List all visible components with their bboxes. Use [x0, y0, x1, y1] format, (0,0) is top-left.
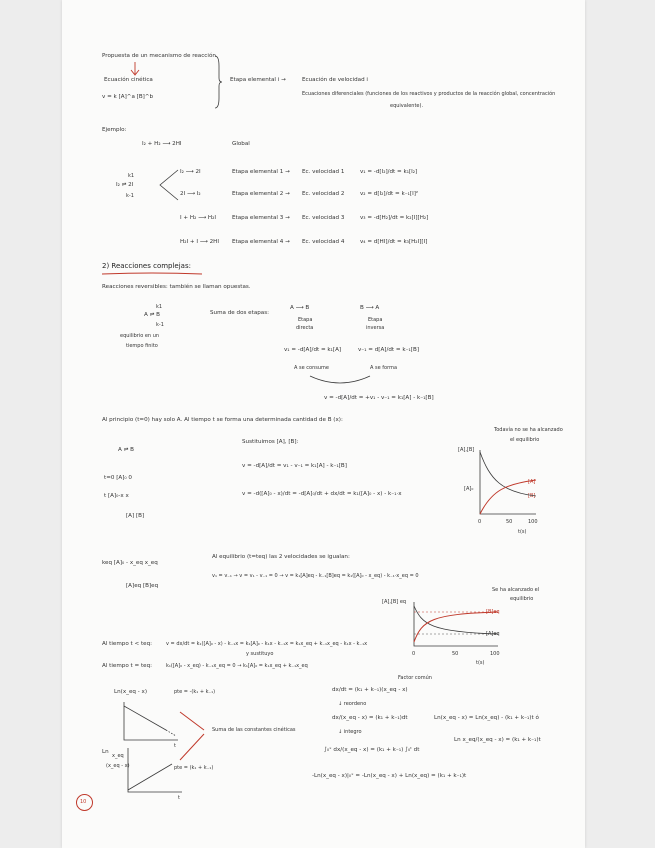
inverse-label-2: inversa — [366, 325, 385, 331]
down-arrow-icon — [130, 62, 140, 76]
int-line-5: ∫₀ˣ dx/(x_eq - x) = (k₁ + k₋₁) ∫₀ᵗ dt — [324, 747, 420, 753]
sustituyo-note: y sustituyo — [246, 651, 274, 657]
graph2-aeq: [A]eq — [486, 631, 500, 637]
step-velocity: Ec. velocidad 4 — [302, 239, 345, 245]
g2-plot — [128, 748, 182, 794]
intro-rate-desc-2: equivalente). — [390, 103, 424, 109]
direct-step: A ⟶ B — [290, 305, 310, 311]
g1-axis-t: t — [174, 743, 176, 749]
graph1-curve-b — [480, 480, 536, 514]
intro-rate-desc-1: Ecuaciones diferenciales (funciones de los reactivos y productos de la reacción global, concentración — [302, 91, 556, 97]
kin-eq: A ⇌ B — [118, 447, 134, 453]
graph2-plot — [414, 602, 498, 648]
g1-line — [124, 706, 166, 730]
step-expression: v₁ = -d[I₂]/dt = k₁[I₂] — [360, 169, 418, 175]
graph2-curve-a — [414, 606, 498, 634]
step-expression: v₄ = d[HI]/dt = k₃[H₂I][I] — [360, 239, 428, 245]
step-velocity: Ec. velocidad 3 — [302, 215, 345, 221]
kin-t-sub: [A] [B] — [126, 513, 145, 519]
graph2-tick-100: 100 — [490, 651, 500, 657]
two-steps: Suma de dos etapas: — [210, 310, 270, 316]
intro-line-2: Ecuación cinética — [104, 77, 153, 83]
g2-y-1: Ln — [102, 749, 109, 755]
int-line-6: -Ln(x_eq - x)|₀ˣ = -Ln(x_eq - x) + Ln(x_eq) = (k₁ + k₋₁)t — [312, 773, 467, 779]
graph1-note-2: el equilibrio — [510, 437, 540, 443]
equilibrium-note-2: tiempo finito — [126, 343, 158, 349]
page-number-circle — [76, 794, 93, 811]
g2-line — [128, 764, 172, 790]
g2-axis-t: t — [178, 795, 180, 801]
eq-condition: v₁ = v₋₁ → v = v₁ - v₋₁ = 0 → v = k₁[A]eq - k₋₁[B]eq = k₁([A]₀ - x_eq) - k₋₁·x_eq = 0 — [212, 573, 419, 579]
step-velocity: Ec. velocidad 1 — [302, 169, 345, 175]
v1-expr: v₁ = -d[A]/dt = k₁[A] — [284, 347, 342, 353]
notebook-page — [62, 0, 585, 848]
step-velocity: Ec. velocidad 2 — [302, 191, 345, 197]
section-title: 2) Reacciones complejas: — [102, 262, 191, 270]
graph1-note-1: Todavía no se ha alcanzado — [494, 427, 563, 433]
int-line-3: dx/(x_eq - x) = (k₁ + k₋₁)dt — [332, 715, 408, 721]
at-time-eq: v = dx/dt = k₁([A]₀ - x) - k₋₁x = k₁[A]₀ - k₁x - k₋₁x = k₁x_eq + k₋₁x_eq - k₁x - k₋₁x — [166, 641, 368, 647]
example-k1: k1 — [128, 173, 135, 179]
kinetics-intro: Al principio (t=0) hay solo A. Al tiempo t se forma una determinada cantidad de B (x): — [102, 417, 343, 423]
intro-line-1: Propuesta de un mecanismo de reacción — [102, 53, 216, 59]
example-global-eq: I₂ + H₂ ⟶ 2HI — [142, 141, 182, 147]
graph2-note-1: Se ha alcanzado el — [492, 587, 540, 593]
direct-label-2: directa — [296, 325, 314, 331]
equilibrium-note-1: equilibrio en un — [120, 333, 160, 339]
g2-slope: pte = (k₁ + k₋₁) — [174, 765, 214, 771]
g1-slope: pte = -(k₁ + k₋₁) — [174, 689, 216, 695]
factor-note: Factor común — [398, 675, 432, 681]
kin-t: t [A]₀-x x — [104, 493, 129, 499]
at-teq-label: Al tiempo t = teq: — [102, 663, 153, 669]
v2-note: A se forma — [370, 365, 398, 371]
intro-line-3: v = k [A]^a [B]^b — [102, 94, 154, 100]
step-expression: v₂ = d[I₂]/dt = k₋₁[I]² — [360, 191, 419, 197]
graph1-tick-0: 0 — [478, 519, 482, 525]
step-label: Etapa elemental 1 → — [232, 169, 290, 175]
step-eq: H₂I + I ⟶ 2HI — [180, 239, 219, 245]
section-bullet: Reacciones reversibles: también se llaman opuestas. — [102, 284, 251, 290]
inverse-step: B ⟶ A — [360, 305, 380, 311]
example-left-eq: I₂ ⇌ 2I — [116, 182, 134, 188]
graph2-tick-50: 50 — [452, 651, 459, 657]
rev-km1: k-1 — [156, 322, 164, 328]
g1-plot — [124, 702, 178, 742]
subst-line-1: v = -d[A]/dt = v₁ - v₋₁ = k₁[A] - k₋₁[B] — [242, 463, 347, 469]
example-label: Ejemplo: — [102, 127, 127, 133]
graph1-x-label: t(s) — [518, 529, 527, 535]
step-label: Etapa elemental 4 → — [232, 239, 290, 245]
example-global-label: Global — [232, 141, 250, 147]
graph1-tick-50: 50 — [506, 519, 513, 525]
int-line-1: dx/dt = (k₁ + k₋₁)(x_eq - x) — [332, 687, 408, 693]
eq-text: Al equilibrio (t=teq) las 2 velocidades se igualan: — [212, 554, 350, 560]
graph1-a-legend: [A] — [528, 479, 536, 485]
title-underline — [102, 272, 202, 276]
sum-label: Suma de las constantes cinéticas — [212, 727, 296, 733]
intro-step: Etapa elemental i → — [230, 77, 286, 83]
graph1-tick-100: 100 — [528, 519, 538, 525]
red-arrows-icon — [180, 700, 234, 744]
step-eq: I + H₂ ⟶ H₂I — [180, 215, 217, 221]
graph1-a0: [A]₀ — [464, 486, 474, 492]
int-result-1: Ln(x_eq - x) = Ln(x_eq) - (k₁ + k₋₁)t ó — [434, 715, 539, 721]
step-eq: I₂ ⟶ 2I — [180, 169, 201, 175]
int-line-4: ↓ integro — [338, 729, 362, 735]
graph2-beq: [B]eq — [486, 609, 500, 615]
int-result-2: Ln x_eq/(x_eq - x) = (k₁ + k₋₁)t — [454, 737, 541, 743]
direct-label-1: Etapa — [298, 317, 313, 323]
step-eq: 2I ⟶ I₂ — [180, 191, 201, 197]
g2-y-3: (x_eq - x) — [106, 763, 130, 769]
graph1-b-legend: [B] — [528, 493, 536, 499]
kin-t0: t=0 [A]₀ 0 — [104, 475, 132, 481]
v2-expr: v₋₁ = d[A]/dt = k₋₁[B] — [358, 347, 419, 353]
rev-k1: k1 — [156, 304, 163, 310]
keq-line: keq [A]₀ - x_eq x_eq — [102, 560, 158, 566]
step-expression: v₃ = -d[H₂]/dt = k₂[I][H₂] — [360, 215, 429, 221]
keq-sub: [A]eq [B]eq — [126, 583, 159, 589]
v-net-expr: v = -d[A]/dt = +v₁ - v₋₁ = k₁[A] - k₋₁[B] — [324, 395, 434, 401]
graph2-y-label: [A],[B] eq — [382, 599, 407, 605]
inverse-label-1: Etapa — [368, 317, 383, 323]
merge-arrows-icon — [310, 376, 370, 388]
page-number: 10 — [80, 799, 87, 805]
intro-rate-eq: Ecuación de velocidad i — [302, 77, 368, 83]
g2-y-2: x_eq — [112, 753, 124, 759]
step-label: Etapa elemental 3 → — [232, 215, 290, 221]
step-label: Etapa elemental 2 → — [232, 191, 290, 197]
graph2-tick-0: 0 — [412, 651, 416, 657]
subst-label: Sustituimos [A], [B]: — [242, 439, 299, 445]
graph2-note-2: equilibrio — [510, 596, 534, 602]
graph1-axes — [480, 450, 536, 514]
at-time-label: Al tiempo t < teq: — [102, 641, 153, 647]
int-line-2: ↓ reordeno — [338, 701, 367, 707]
split-arrow-icon — [158, 170, 180, 200]
graph1-y-label: [A],[B] — [458, 447, 475, 453]
at-teq-eq: k₁([A]₀ - x_eq) - k₋₁x_eq = 0 → k₁[A]₀ = k₁x_eq + k₋₁x_eq — [166, 663, 308, 669]
v1-note: A se consume — [294, 365, 329, 371]
brace-icon — [214, 56, 222, 108]
g1-y-label: Ln(x_eq - x) — [114, 689, 148, 695]
subst-line-2: v = -d([A]₀ - x)/dt = -d[A]₀/dt + dx/dt = k₁([A]₀ - x) - k₋₁·x — [242, 491, 402, 497]
graph1-plot — [480, 450, 536, 516]
rev-eq: A ⇌ B — [144, 312, 160, 318]
graph1-curve-a — [480, 452, 536, 496]
graph2-x-label: t(s) — [476, 660, 485, 666]
example-km1: k-1 — [126, 193, 134, 199]
